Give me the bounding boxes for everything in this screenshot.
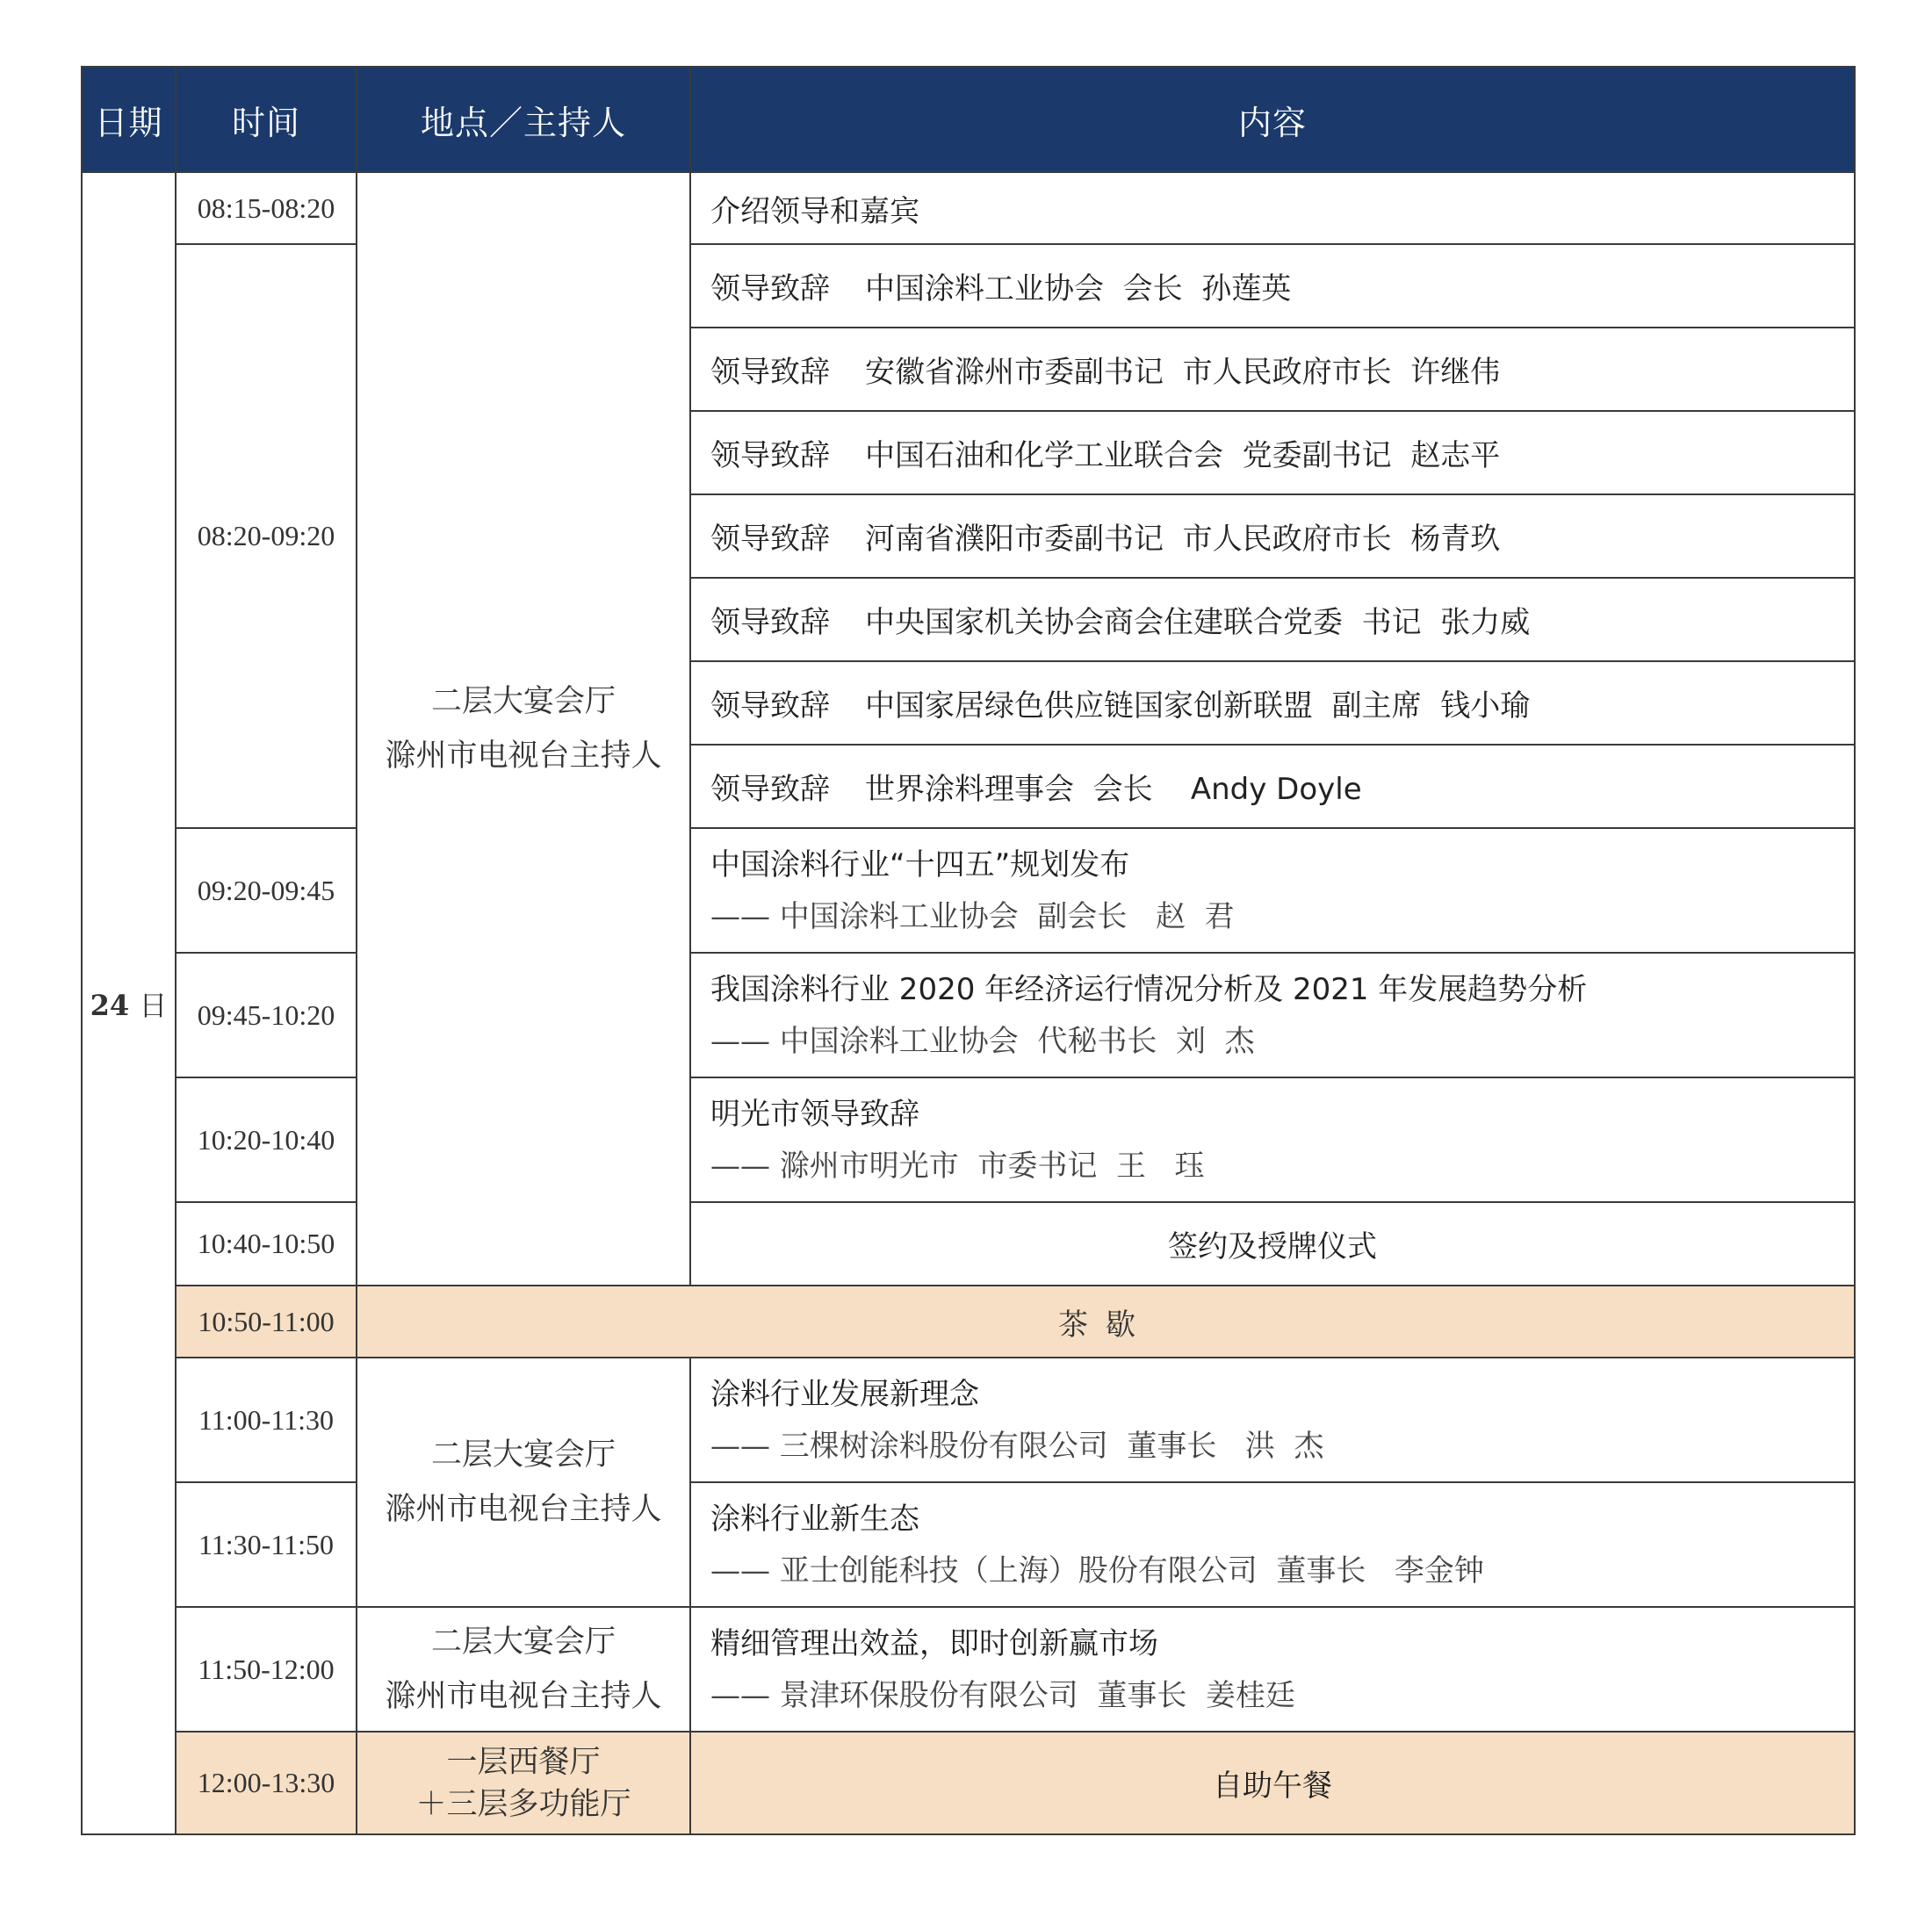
talk-speaker: —— 亚士创能科技（上海）股份有限公司 董事长 李金钟 bbox=[710, 1553, 1484, 1588]
speech-text: 中央国家机关协会商会住建联合党委 书记 张力威 bbox=[865, 605, 1531, 640]
table-row bbox=[82, 1358, 1855, 1482]
content-cell bbox=[690, 411, 1855, 494]
speech-text: 中国家居绿色供应链国家创新联盟 副主席 钱小瑜 bbox=[865, 688, 1531, 724]
date-cell bbox=[82, 172, 176, 1834]
host-name: 滁州市电视台主持人 bbox=[385, 1679, 662, 1714]
speech-label: 领导致辞 bbox=[710, 355, 830, 390]
speech-label: 领导致辞 bbox=[710, 688, 830, 724]
talk-speaker: —— 景津环保股份有限公司 董事长 姜桂廷 bbox=[710, 1678, 1296, 1713]
content-cell bbox=[690, 953, 1855, 1077]
talk-speaker: —— 中国涂料工业协会 代秘书长 刘 杰 bbox=[710, 1024, 1255, 1059]
content-cell bbox=[690, 1482, 1855, 1607]
talk-title: 精细管理出效益，即时创新赢市场 bbox=[710, 1626, 1158, 1661]
time-cell: 11:50-12:00 bbox=[176, 1607, 357, 1732]
table-row bbox=[82, 1607, 1855, 1732]
content-cell bbox=[690, 578, 1855, 661]
content-cell bbox=[690, 661, 1855, 745]
time-cell: 10:40-10:50 bbox=[176, 1202, 357, 1286]
table-row bbox=[82, 1732, 1855, 1834]
content-cell bbox=[690, 1358, 1855, 1482]
talk-speaker: —— 三棵树涂料股份有限公司 董事长 洪 杰 bbox=[710, 1429, 1324, 1464]
date-number: 24 bbox=[90, 988, 130, 1022]
talk-title: 明光市领导致辞 bbox=[710, 1097, 919, 1132]
time-cell: 10:20-10:40 bbox=[176, 1077, 357, 1202]
venue-cell bbox=[357, 1358, 690, 1607]
content-cell: 签约及授牌仪式 bbox=[690, 1202, 1855, 1286]
table-header-row bbox=[82, 67, 1855, 172]
host-name: 滁州市电视台主持人 bbox=[385, 1492, 662, 1527]
speech-label: 领导致辞 bbox=[710, 605, 830, 640]
content-cell bbox=[690, 828, 1855, 953]
venue-cell bbox=[357, 172, 690, 1286]
time-cell: 12:00-13:30 bbox=[176, 1732, 357, 1834]
time-cell: 08:15-08:20 bbox=[176, 172, 357, 244]
talk-title: 涂料行业发展新理念 bbox=[710, 1377, 979, 1412]
speech-text: 世界涂料理事会 会长 Andy Doyle bbox=[865, 772, 1362, 807]
talk-title: 涂料行业新生态 bbox=[710, 1502, 919, 1537]
talk-speaker: —— 中国涂料工业协会 副会长 赵 君 bbox=[710, 899, 1235, 934]
speech-label: 领导致辞 bbox=[710, 438, 830, 473]
time-cell: 10:50-11:00 bbox=[176, 1286, 357, 1358]
time-cell: 11:30-11:50 bbox=[176, 1482, 357, 1607]
content-cell bbox=[690, 745, 1855, 828]
speech-label: 领导致辞 bbox=[710, 271, 830, 306]
table-row bbox=[82, 953, 1855, 1077]
header-time: 时间 bbox=[176, 67, 357, 172]
talk-speaker: —— 滁州市明光市 市委书记 王 珏 bbox=[710, 1149, 1205, 1184]
speech-text: 河南省濮阳市委副书记 市人民政府市长 杨青玖 bbox=[865, 522, 1501, 557]
speech-text: 中国涂料工业协会 会长 孙莲英 bbox=[865, 271, 1292, 306]
date-unit: 日 bbox=[139, 988, 168, 1022]
time-cell: 09:45-10:20 bbox=[176, 953, 357, 1077]
speech-text: 中国石油和化学工业联合会 党委副书记 赵志平 bbox=[865, 438, 1501, 473]
host-name: 滁州市电视台主持人 bbox=[385, 738, 662, 774]
content-cell bbox=[690, 1607, 1855, 1732]
venue-name: 一层西餐厅 bbox=[446, 1744, 601, 1780]
content-cell bbox=[690, 328, 1855, 411]
header-content: 内容 bbox=[690, 67, 1855, 172]
lunch-cell: 自助午餐 bbox=[690, 1732, 1855, 1834]
time-cell: 08:20-09:20 bbox=[176, 244, 357, 828]
venue-cell bbox=[357, 1732, 690, 1834]
table-row bbox=[82, 172, 1855, 244]
time-cell: 09:20-09:45 bbox=[176, 828, 357, 953]
content-cell bbox=[690, 494, 1855, 578]
venue-name-2: ＋三层多功能厅 bbox=[415, 1786, 631, 1822]
venue-cell bbox=[357, 1607, 690, 1732]
content-cell bbox=[690, 1077, 1855, 1202]
table-row bbox=[82, 244, 1855, 328]
venue-name: 二层大宴会厅 bbox=[430, 1624, 616, 1660]
content-cell bbox=[690, 244, 1855, 328]
venue-name: 二层大宴会厅 bbox=[430, 684, 616, 719]
content-cell: 介绍领导和嘉宾 bbox=[690, 172, 1855, 244]
speech-label: 领导致辞 bbox=[710, 522, 830, 557]
tea-break-cell: 茶歇 bbox=[357, 1286, 1855, 1358]
time-cell: 11:00-11:30 bbox=[176, 1358, 357, 1482]
venue-name: 二层大宴会厅 bbox=[430, 1437, 616, 1473]
talk-title: 我国涂料行业 2020 年经济运行情况分析及 2021 年发展趋势分析 bbox=[710, 972, 1588, 1007]
header-venue-host: 地点／主持人 bbox=[357, 67, 690, 172]
talk-title: 中国涂料行业“十四五”规划发布 bbox=[710, 847, 1130, 882]
table-row bbox=[82, 1286, 1855, 1358]
agenda-table bbox=[81, 66, 1856, 1835]
speech-label: 领导致辞 bbox=[710, 772, 830, 807]
header-date: 日期 bbox=[82, 67, 176, 172]
speech-text: 安徽省滁州市委副书记 市人民政府市长 许继伟 bbox=[865, 355, 1501, 390]
table-row bbox=[82, 1202, 1855, 1286]
table-row bbox=[82, 828, 1855, 953]
table-row bbox=[82, 1077, 1855, 1202]
table-row bbox=[82, 1482, 1855, 1607]
